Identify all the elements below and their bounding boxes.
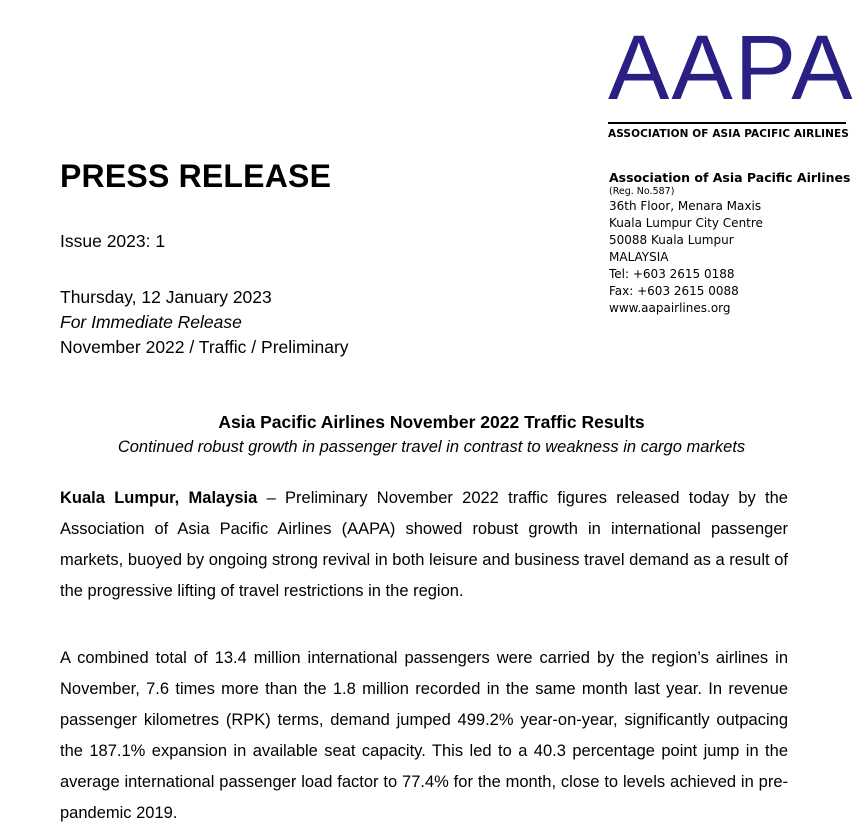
paragraph-2: A combined total of 13.4 million international passengers were carried by the region’s airlines in November, 7.6 times more than the 1.8 million recorded in the same month last year. In revenue passenger kilometres (RPK) terms, demand jumped 499.2% year-on-year, significantly outpacing the 187.1% expansion in available seat capacity. This led to a 40.3 percentage point jump in the average international passenger load factor to 77.4% for the month, close to levels achieved in pre-pandemic 2019. <box>60 649 788 822</box>
address-line-2: Kuala Lumpur City Centre <box>609 216 763 230</box>
logo-divider <box>608 122 846 124</box>
paragraph-1-dateline: Kuala Lumpur, Malaysia <box>60 489 258 507</box>
headline: Asia Pacific Airlines November 2022 Traffic Results <box>218 412 645 432</box>
address-reg-no: (Reg. No.587) <box>609 186 675 197</box>
paragraph-1 <box>60 483 788 607</box>
aapa-logo <box>608 17 855 140</box>
issue-text: Issue 2023: 1 <box>60 231 166 251</box>
address-tel: Tel: +603 2615 0188 <box>609 267 735 281</box>
paragraph-1-body: – Preliminary November 2022 traffic figures released today by the Association of Asia Pacific Airlines (AAPA) showed robust growth in international passenger markets, buoyed by ongoing strong revival in both leisure and business travel demand as a result of the progressive lifting of travel restrictions in the region. <box>60 489 788 600</box>
address-line-3: 50088 Kuala Lumpur <box>609 233 734 247</box>
address-fax: Fax: +603 2615 0088 <box>609 284 739 298</box>
address-org-name: Association of Asia Pacific Airlines <box>609 170 851 185</box>
release-date: Thursday, 12 January 2023 <box>60 287 272 307</box>
release-meta <box>60 285 349 360</box>
issue-number <box>60 229 165 254</box>
logo-tagline: ASSOCIATION OF ASIA PACIFIC AIRLINES <box>608 128 849 140</box>
address-country: MALAYSIA <box>609 250 669 264</box>
release-category: November 2022 / Traffic / Preliminary <box>60 337 349 357</box>
address-website[interactable]: www.aapairlines.org <box>609 301 731 315</box>
logo-wordmark: AAPA <box>608 17 855 119</box>
press-release-title: PRESS RELEASE <box>60 158 332 194</box>
subheadline: Continued robust growth in passenger travel in contrast to weakness in cargo markets <box>117 438 746 456</box>
release-note: For Immediate Release <box>60 312 242 332</box>
address-block <box>609 169 850 317</box>
address-line-1: 36th Floor, Menara Maxis <box>609 199 762 213</box>
